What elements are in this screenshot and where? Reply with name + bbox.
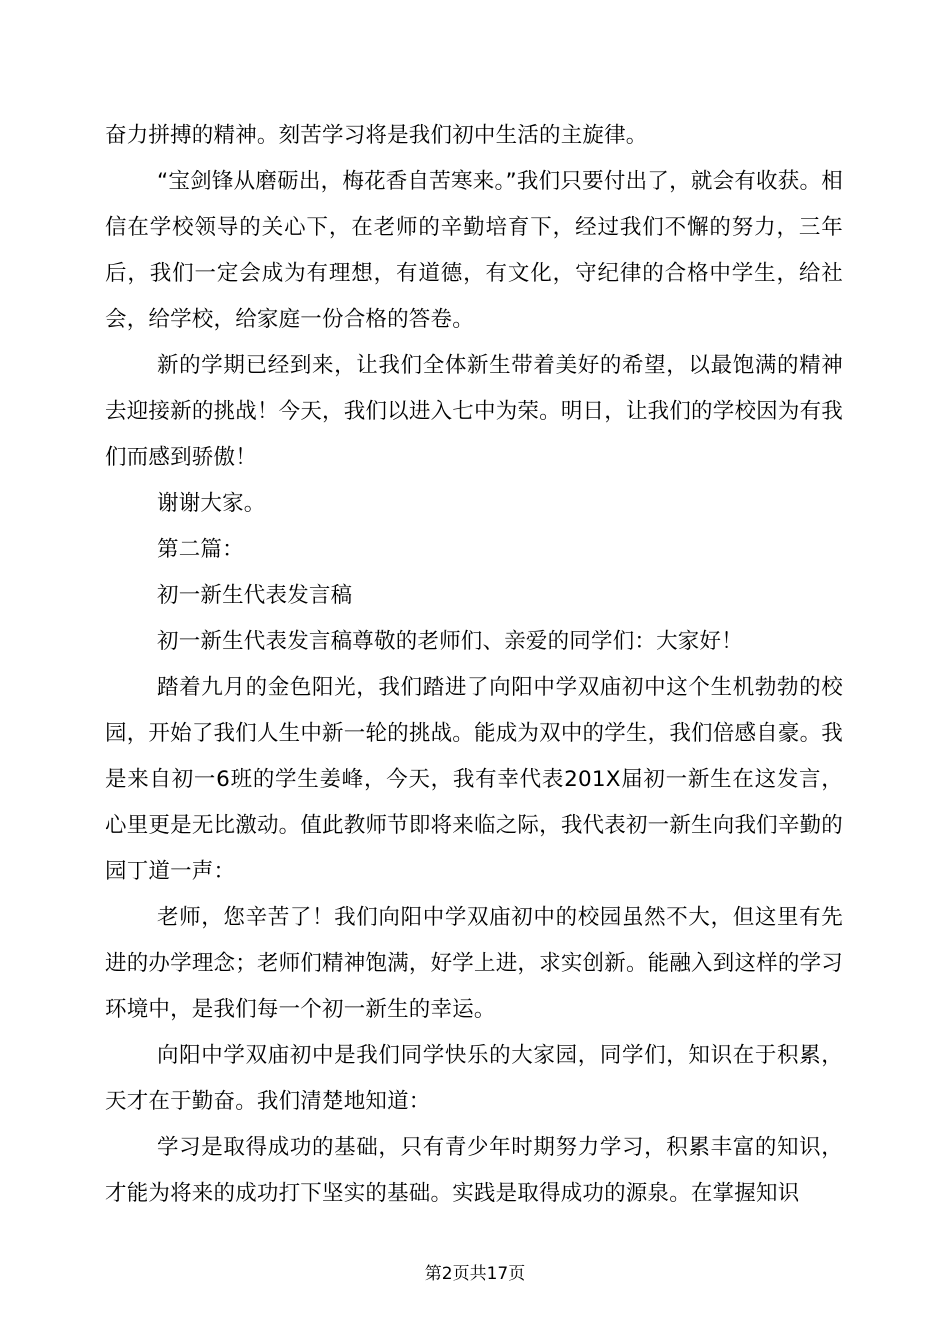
paragraph-1: 奋力拼搏的精神。刻苦学习将是我们初中生活的主旋律。 <box>105 123 648 148</box>
paragraph-11: 学习是取得成功的基础，只有青少年时期努力学习，积累丰富的知识，才能为将来的成功打下坚实的基础。实践是取得成功的源泉。在掌握知识 <box>105 1135 843 1206</box>
paragraph-2: “宝剑锋从磨砺出，梅花香自苦寒来。”我们只要付出了，就会有收获。相信在学校领导的关心下，在老师的辛勤培育下，经过我们不懈的努力，三年后，我们一定会成为有理想，有道德，有文化，守纪律的合格中学生，给社会，给学校，给家庭一份合格的答卷。 <box>105 169 843 332</box>
paragraph-3: 新的学期已经到来，让我们全体新生带着美好的希望，以最饱满的精神去迎接新的挑战！今天，我们以进入七中为荣。明日，让我们的学校因为有我们而感到骄傲！ <box>105 353 843 470</box>
paragraph-4: 谢谢大家。 <box>157 491 266 516</box>
paragraph-8: 踏着九月的金色阳光，我们踏进了向阳中学双庙初中这个生机勃勃的校园，开始了我们人生中新一轮的挑战。能成为双中的学生，我们倍感自豪。我是来自初一6班的学生姜峰，今天，我有幸代表201X届初一新生在这发言，心里更是无比激动。值此教师节即将来临之际，我代表初一新生向我们辛勤的园丁道一声： <box>105 675 843 884</box>
document-body <box>105 113 843 1217</box>
page-number-footer: 第2页共17页 <box>424 1264 526 1284</box>
section-heading: 第二篇： <box>157 537 244 562</box>
paragraph-9: 老师，您辛苦了！我们向阳中学双庙初中的校园虽然不大，但这里有先进的办学理念；老师们精神饱满，好学上进，求实创新。能融入到这样的学习环境中，是我们每一个初一新生的幸运。 <box>105 905 843 1022</box>
paragraph-7: 初一新生代表发言稿尊敬的老师们、亲爱的同学们：大家好！ <box>157 629 743 654</box>
section-title: 初一新生代表发言稿 <box>157 583 353 608</box>
paragraph-10: 向阳中学双庙初中是我们同学快乐的大家园，同学们，知识在于积累，天才在于勤奋。我们清楚地知道： <box>105 1043 843 1114</box>
